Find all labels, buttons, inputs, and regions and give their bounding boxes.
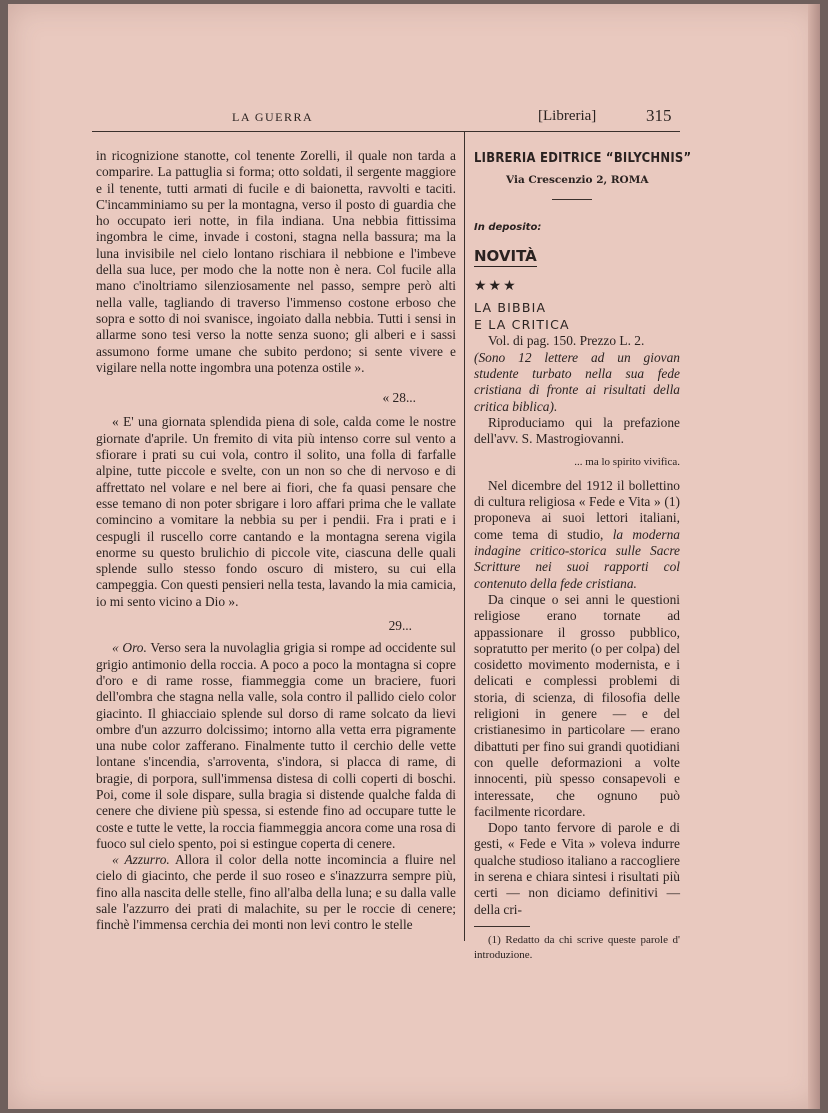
epigraph: ... ma lo spirito vivifica. [574, 455, 680, 468]
paragraph-text: Verso sera la nuvolaglia grigia si rompe ad occidente sul grigio antimonio della roccia. A poco a poco la montagna si copre d'oro e di rame rosse, fiammeggia come un braciere, fuori dell'ombra che stagna nella valle, sola contro il pallido cielo color giacinto. Il ghiacciaio splende sul dorso di rame solcato da lievi ombre d'un azzurro dolcissimo; intorno alla vetta erra pigramente una nube color zafferano. Finalmente tutto il cerchio delle vette lontane s'incendia, s'arroventa, s'indora, si placca di rame, di bragie, di porpora, sull'immensa distesa di colli coperti di boschi. Poi, come il sole dispare, sulla bragia si distende qualche falda di cenere che diviene più spessa, si estende fino ad occupare tutte le coste e tutte le vette, la roccia fiammeggia ancora come una rosa di fuoco sul cielo spento, poi si estingue coperta di cenere. [96, 640, 456, 851]
publisher-name: LIBRERIA EDITRICE “BILYCHNIS” [474, 150, 692, 166]
preface-intro: Riproduciamo qui la prefazione dell'avv. S. Mastrogiovanni. [474, 414, 680, 447]
book-note: (Sono 12 lettere ad un giovan studente turbato nella sua fede cristiana di fronte ai risultati della critica biblica). [474, 349, 680, 414]
divider [552, 199, 592, 200]
paragraph-text: Nel dicembre del 1912 il bollettino di cultura religiosa « Fede e Vita » (1) proponeva ai suoi lettori italiani, come tema di studio, [474, 477, 680, 542]
paragraph: Da cinque o sei anni le questioni religiose erano tornate ad appassionare il grosso pubblico, sopratutto per merito (o per colpa) del cosidetto movimento modernista, e i delicati e complessi problemi di storia, di scienza, di filosofia delle religioni in genere — e del cristianesimo in particolare — erano dibattuti per fino sui grandi quotidiani con quelle deformazioni a volte innocenti, più spesso consapevoli e interessate, che ognuno può facilmente ricordare. [474, 591, 680, 819]
paragraph: in ricognizione stanotte, col tenente Zorelli, il quale non tarda a comparire. La pattuglia si forma; otto soldati, il sergente maggiore e il tenente, tutti armati di fucile e di baionetta, ravvolti e taciti. C'incamminiamo su per la montagna, verso il posto di guardia che ho occupato ieri notte, in fila indiana. Una nebbia fittissima ingombra le cime, invade i costoni, stagna nella bassura; ma la luna invisibile nel cielo lontano rischiara il nebbione e l'imbeve della sua luce, per modo che la notte non è nera. Col fucile alla mano c'inoltriamo silenziosamente nel passo, sempre però alti nella valle, tagliando di traverso l'immenso costone erboso che sopra e sotto di noi svanisce, ingoiato dalla nebbia. Tutti i sensi in allarme sono tesi verso la notte senza suono; gli alberi e i sassi assumono forme umane che subito perdono; si sente vivere e vigilare nella notte ingombra una potenza ostile ». [96, 148, 456, 375]
paragraph [96, 640, 456, 852]
page-header [92, 108, 678, 132]
paragraph: Dopo tanto fervore di parole e di gesti, « Fede e Vita » voleva indurre qualche studioso italiano a raccogliere in serena e chiara sintesi i risultati più certi — non diciamo definitivi — della cri- [474, 820, 680, 917]
book-title-line-1: LA BIBBIA [474, 300, 547, 316]
paragraph-lead: « Oro. [112, 640, 147, 656]
page-number: 315 [646, 106, 672, 125]
paragraph-italic: la moderna indagine critico-storica sulle Sacre Scritture nei suoi rapporti col contenuto della fede cristiana. [474, 526, 680, 591]
section-label: [Libreria] [538, 108, 597, 124]
paragraph-lead: « Azzurro. [112, 852, 170, 868]
footnote-rule [474, 926, 530, 927]
paragraph-text: Allora il color della notte incomincia a fluire nel cielo di giacinto, che perde il suo roseo e s'inazzurra sempre più, fino alla nascita delle stelle, fino all'alba della luna; e su dalla valle sale l'azzurro dei prati di malachite, su per le roccie di cenere; finchè l'immensa cerchia dei monti non levi contro le stelle [96, 852, 456, 933]
left-column [96, 148, 456, 934]
paragraph [96, 852, 456, 933]
running-title: LA GUERRA [232, 110, 314, 124]
right-column [474, 148, 692, 963]
column-divider [464, 131, 465, 941]
header-rule [92, 131, 680, 132]
book-info: Vol. di pag. 150. Prezzo L. 2. [488, 333, 645, 349]
paragraph [474, 478, 680, 592]
page-edge [808, 4, 820, 1109]
entry-number: 29... [388, 618, 412, 634]
novita-heading: NOVITÀ [474, 248, 537, 267]
stars-ornament: ★★★ [474, 279, 518, 295]
publisher-address: Via Crescenzio 2, ROMA [506, 174, 649, 187]
paragraph: « E' una giornata splendida piena di sole, calda come le nostre giornate d'aprile. Un fremito di vita più intenso corre sul vento a sfiorare i prati su cui vola, contro il solito, una folla di farfalle alpine, tutte piccole e svelte, con un non so che di nervoso e di affrettato nel volare e nel bere ai fiori, che fa quasi pensare che esse temano di non poter sbrigare i loro affari prima che le vallate comincino a vomitare la nebbia su per i pendii. Fra i prati e i cespugli il ruscello corre cantando e la montagna serena vigila enorme su questo brulichio di piccole vite, ciascuna delle quali splende sullo stesso fondo oscuro di mistero, su cui ella campeggia. Con questi pensieri nella testa, lavando la mia camicia, io mi sento vicino a Dio ». [96, 414, 456, 609]
footnote: (1) Redatto da chi scrive queste parole d' introduzione. [474, 933, 680, 961]
deposito-label: In deposito: [474, 221, 542, 233]
entry-number: « 28... [382, 390, 416, 406]
book-title-line-2: E LA CRITICA [474, 317, 570, 333]
